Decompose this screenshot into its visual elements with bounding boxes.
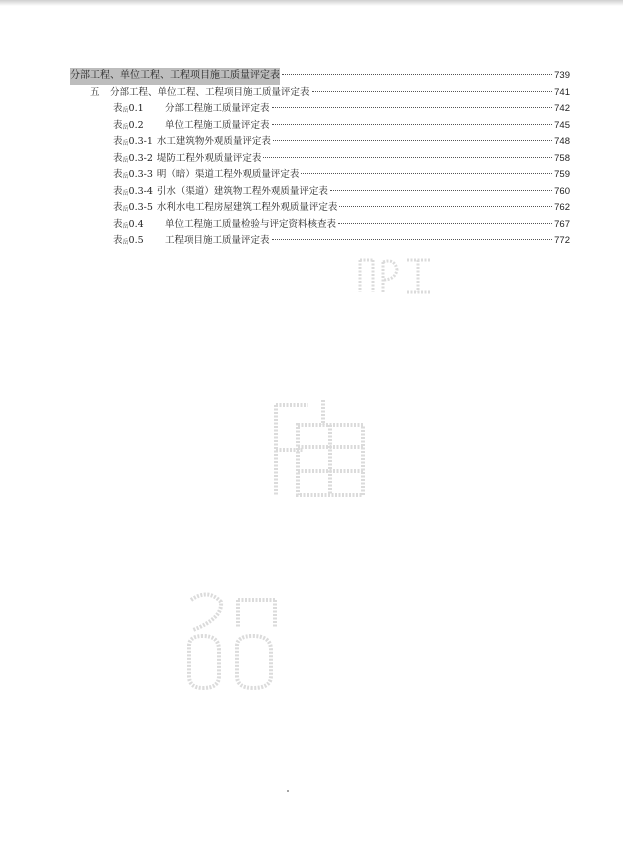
watermark-fragment [183,588,283,693]
table-of-contents [70,68,570,250]
toc-chapter-title: 分部工程、单位工程、工程项目施工质量评定表 [110,86,310,98]
toc-item-code: 表$_岳$0.1 [113,103,144,114]
toc-chapter-number: 五 [90,86,100,98]
toc-item-title: 分部工程施工质量评定表 [165,103,270,114]
toc-item-row[interactable] [70,118,570,135]
scan-speck [287,790,289,792]
watermark-fragment [268,395,373,500]
toc-item-code: 表$_岳$0.3-1 [113,136,153,147]
toc-item-code: 表$_岳$0.3-3 [113,169,153,180]
dot-leader [272,124,553,125]
dot-leader [272,107,553,108]
dot-leader [282,74,552,75]
toc-item-row[interactable] [70,167,570,184]
dot-leader [273,140,552,141]
toc-page-number: 741 [554,86,570,98]
toc-item-row[interactable] [70,184,570,201]
dot-leader [272,239,553,240]
toc-item-row[interactable] [70,101,570,118]
toc-item-row[interactable] [70,151,570,168]
toc-item-code: 表$_岳$0.3-4 [113,185,153,197]
dot-leader [312,91,553,92]
toc-page-number: 742 [554,103,570,114]
toc-page-number: 767 [554,218,570,230]
dot-leader [301,173,552,174]
toc-page-number: 745 [554,119,570,131]
toc-page-number: 772 [554,235,570,246]
toc-page-number: 739 [554,70,570,81]
dot-leader [330,190,552,191]
toc-section-row[interactable] [70,68,570,85]
toc-page-number: 748 [554,136,570,147]
toc-page-number: 762 [554,202,570,213]
toc-item-row[interactable] [70,217,570,234]
toc-item-code: 表$_岳$0.4 [113,218,144,230]
watermark-fragment [355,252,435,297]
toc-chapter-row[interactable] [70,85,570,102]
toc-item-title: 引水（渠道）建筑物工程外观质量评定表 [156,185,328,197]
toc-item-code: 表$_岳$0.3-2 [113,152,153,164]
toc-item-title: 单位工程施工质量评定表 [165,119,270,131]
dot-leader [338,223,552,224]
toc-item-title: 单位工程施工质量检验与评定资料核查表 [165,218,337,230]
toc-page-number: 759 [554,169,570,180]
toc-page-number: 760 [554,185,570,197]
toc-item-title: 工程项目施工质量评定表 [165,235,270,246]
dot-leader [339,206,552,207]
toc-item-code: 表$_岳$0.5 [113,235,144,246]
toc-item-title: 堤防工程外观质量评定表 [156,152,262,164]
toc-item-title: 明（暗）渠道工程外观质量评定表 [156,169,300,180]
dot-leader [263,157,552,158]
toc-item-code: 表$_岳$0.3-5 [113,202,153,213]
toc-item-row[interactable] [70,233,570,250]
toc-page-number: 758 [554,152,570,164]
toc-item-title: 水利水电工程房屋建筑工程外观质量评定表 [156,202,338,213]
page-top-shadow [0,0,623,6]
toc-item-title: 水工建筑物外观质量评定表 [156,136,271,147]
toc-item-code: 表$_岳$0.2 [113,119,144,131]
toc-item-row[interactable] [70,200,570,217]
toc-item-row[interactable] [70,134,570,151]
toc-section-title: 分部工程、单位工程、工程项目施工质量评定表 [70,68,280,85]
